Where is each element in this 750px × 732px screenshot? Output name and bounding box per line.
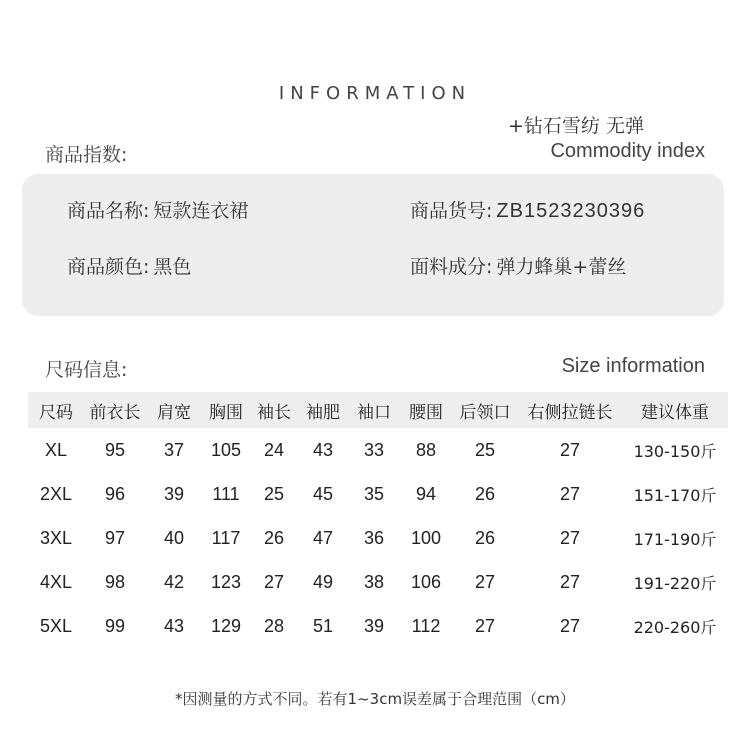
- table-cell: 49: [312, 571, 334, 592]
- table-cell: 51: [312, 615, 334, 636]
- commodity-heading-en: Commodity index: [550, 140, 705, 162]
- table-cell: 26: [263, 527, 285, 548]
- table-cell: 26: [474, 527, 496, 548]
- table-cell: 191-220斤: [633, 573, 717, 593]
- table-cell: 28: [263, 615, 285, 636]
- table-cell: 27: [474, 571, 496, 592]
- table-cell: 27: [263, 571, 285, 592]
- table-cell: 27: [559, 571, 581, 592]
- page-title: INFORMATION: [278, 83, 472, 104]
- table-cell: 35: [363, 483, 385, 504]
- table-cell: 27: [474, 615, 496, 636]
- table-cell: 220-260斤: [633, 617, 717, 637]
- measurement-footnote: *因测量的方式不同。若有1~3cm误差属于合理范围（cm）: [175, 690, 575, 708]
- table-cell: 40: [163, 527, 185, 548]
- column-header: 建议体重: [641, 402, 709, 423]
- size-table: [28, 392, 728, 648]
- table-cell: 4XL: [39, 571, 73, 592]
- table-cell: 24: [263, 439, 285, 460]
- column-header: 后领口: [459, 402, 511, 423]
- table-cell: 106: [410, 571, 442, 592]
- table-cell: 111: [212, 483, 240, 504]
- table-cell: 129: [210, 615, 242, 636]
- table-cell: 27: [559, 527, 581, 548]
- table-cell: 95: [104, 439, 126, 460]
- table-cell: 98: [104, 571, 126, 592]
- table-row: [28, 604, 728, 648]
- commodity-info-box: [22, 174, 724, 316]
- table-cell: 94: [415, 483, 437, 504]
- table-cell: 27: [559, 615, 581, 636]
- table-cell: 100: [410, 527, 442, 548]
- table-cell: 39: [163, 483, 185, 504]
- table-cell: 43: [163, 615, 185, 636]
- table-cell: 42: [163, 571, 185, 592]
- column-header: 肩宽: [157, 402, 191, 423]
- table-cell: 25: [474, 439, 496, 460]
- size-heading-zh: 尺码信息:: [45, 359, 128, 381]
- column-header: 胸围: [209, 402, 243, 423]
- table-cell: 47: [312, 527, 334, 548]
- commodity-heading-zh: 商品指数:: [45, 144, 128, 166]
- table-cell: 38: [363, 571, 385, 592]
- table-cell: 27: [559, 439, 581, 460]
- table-cell: 112: [411, 615, 441, 636]
- product-code-field: [410, 196, 645, 223]
- table-cell: 25: [263, 483, 285, 504]
- table-cell: 26: [474, 483, 496, 504]
- table-cell: 27: [559, 483, 581, 504]
- table-row: [28, 472, 728, 516]
- product-name-label: 商品名称:: [67, 200, 150, 222]
- table-cell: 36: [363, 527, 385, 548]
- column-header: 袖长: [257, 402, 291, 423]
- column-header: 右侧拉链长: [527, 402, 613, 423]
- product-name-value: 短款连衣裙: [153, 200, 249, 222]
- product-color-field: [67, 252, 191, 279]
- fabric-value-line1: 弹力蜂巢+蕾丝: [496, 256, 627, 278]
- table-row: [28, 428, 728, 472]
- fabric-label: 面料成分:: [410, 256, 493, 278]
- fabric-field: [410, 252, 626, 279]
- table-cell: 45: [312, 483, 334, 504]
- product-color-label: 商品颜色:: [67, 256, 150, 278]
- table-cell: 39: [363, 615, 385, 636]
- table-cell: 2XL: [39, 483, 73, 504]
- size-section-header: [45, 355, 705, 379]
- table-cell: 171-190斤: [633, 529, 717, 549]
- table-cell: 37: [163, 439, 185, 460]
- fabric-value-line2: +钻石雪纺 无弹: [508, 115, 644, 137]
- table-cell: 123: [210, 571, 242, 592]
- table-cell: 99: [104, 615, 126, 636]
- size-heading-en: Size information: [561, 355, 705, 377]
- table-row: [28, 560, 728, 604]
- product-color-value: 黑色: [153, 256, 192, 278]
- column-header: 袖口: [357, 402, 391, 423]
- table-cell: 3XL: [39, 527, 73, 548]
- product-code-label: 商品货号:: [410, 200, 493, 222]
- table-row: [28, 516, 728, 560]
- size-table-header-row: [28, 392, 728, 428]
- column-header: 尺码: [39, 402, 73, 423]
- table-cell: 43: [312, 439, 334, 460]
- table-cell: 105: [210, 439, 242, 460]
- table-cell: 5XL: [39, 615, 73, 636]
- table-cell: 96: [104, 483, 126, 504]
- column-header: 袖肥: [306, 402, 340, 423]
- table-cell: XL: [44, 439, 68, 460]
- commodity-section-header: [45, 140, 705, 164]
- table-cell: 151-170斤: [633, 485, 717, 505]
- table-cell: 130-150斤: [633, 441, 717, 461]
- table-cell: 117: [211, 527, 241, 548]
- table-cell: 97: [104, 527, 126, 548]
- column-header: 腰围: [409, 402, 443, 423]
- table-cell: 88: [415, 439, 437, 460]
- column-header: 前衣长: [89, 402, 141, 423]
- product-name-field: [67, 196, 248, 223]
- table-cell: 33: [363, 439, 385, 460]
- product-code-value: ZB1523230396: [496, 200, 646, 222]
